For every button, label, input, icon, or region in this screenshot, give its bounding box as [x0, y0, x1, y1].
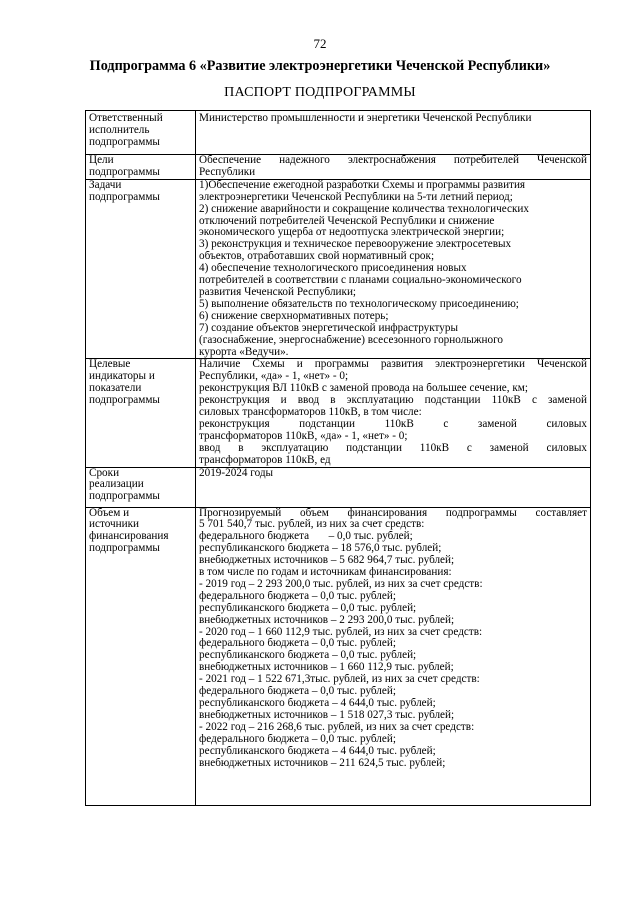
value-funding	[196, 507, 591, 805]
label-goals	[86, 155, 196, 180]
label-executor	[86, 111, 196, 155]
task-line: (газоснабжение, энергоснабжение) всесезонного горнолыжного	[199, 334, 504, 346]
indicator-line: Наличие Схемы и программы развития электроэнергетики Чеченской	[199, 359, 587, 371]
label-line: подпрограммы	[89, 136, 160, 148]
task-line: экономического ущерба от недоотпуска электрической энергии;	[199, 227, 505, 239]
indicator-line: трансформаторов 110кВ, ед	[199, 454, 331, 466]
task-line: отключений потребителей Чеченской Республики и снижение	[199, 215, 495, 227]
funding-line: республиканского бюджета – 0,0 тыс. рублей;	[199, 650, 417, 662]
task-line: развития Чеченской Республики;	[199, 286, 357, 298]
label-line: Целевые	[89, 359, 131, 371]
label-line: Задачи	[89, 179, 122, 191]
task-line: 1)Обеспечение ежегодной разработки Схемы и программы развития	[199, 179, 526, 191]
funding-line: внебюджетных источников – 211 624,5 тыс. рублей;	[199, 757, 446, 769]
label-funding	[86, 507, 196, 805]
label-line: подпрограммы	[89, 191, 160, 203]
row-terms	[86, 467, 591, 507]
row-executor	[86, 111, 591, 155]
indicator-line: реконструкция подстанции 110кВ с заменой силовых	[199, 418, 587, 430]
label-line: Сроки	[89, 467, 120, 479]
task-line: 2) снижение аварийности и сокращение количества технологических	[199, 203, 529, 215]
row-tasks	[86, 179, 591, 359]
label-line: Цели	[89, 155, 114, 166]
funding-line: - 2022 год – 216 268,6 тыс. рублей, из них за счет средств:	[199, 721, 475, 733]
funding-line: федерального бюджета – 0,0 тыс. рублей;	[199, 531, 413, 543]
funding-line: внебюджетных источников – 1 518 027,3 тыс. рублей;	[199, 709, 455, 721]
passport-heading: ПАСПОРТ ПОДПРОГРАММЫ	[224, 85, 416, 100]
value-executor	[196, 111, 591, 155]
row-goals	[86, 155, 591, 180]
label-line: реализации	[89, 479, 144, 491]
value-line: Республики	[199, 166, 256, 178]
value-indicators	[196, 359, 591, 467]
funding-line: республиканского бюджета – 0,0 тыс. рублей;	[199, 602, 417, 614]
passport-table	[85, 110, 591, 806]
label-line: подпрограммы	[89, 543, 160, 555]
value-line: Обеспечение надежного электроснабжения потребителей Чеченской	[199, 155, 587, 166]
page-number: 72	[313, 36, 327, 51]
funding-line: федерального бюджета – 0,0 тыс. рублей;	[199, 733, 396, 745]
indicator-line: трансформаторов 110кВ, «да» - 1, «нет» - 0;	[199, 430, 408, 442]
indicator-line: реконструкция ВЛ 110кВ с заменой провода на большее сечение, км;	[199, 383, 528, 395]
task-line: 5) выполнение обязательств по технологическому присоединению;	[199, 298, 519, 310]
funding-line: 5 701 540,7 тыс. рублей, из них за счет средств:	[199, 519, 425, 531]
label-indicators	[86, 359, 196, 467]
funding-line: в том числе по годам и источникам финансирования:	[199, 567, 452, 579]
funding-line: внебюджетных источников – 1 660 112,9 тыс. рублей;	[199, 662, 454, 674]
label-line: исполнитель	[89, 124, 150, 136]
funding-line: Прогнозируемый объем финансирования подпрограммы составляет	[199, 507, 587, 519]
subprogram-title: Подпрограмма 6 «Развитие электроэнергетики Чеченской Республики»	[89, 58, 551, 74]
task-line: электроэнергетики Чеченской Республики на 5-ти летний период;	[199, 191, 513, 203]
funding-line: федерального бюджета – 0,0 тыс. рублей;	[199, 638, 396, 650]
task-line: потребителей в соответствии с планами социально-экономического	[199, 275, 522, 287]
funding-line: федерального бюджета – 0,0 тыс. рублей;	[199, 590, 396, 602]
indicator-line: силовых трансформаторов 110кВ, в том числе:	[199, 407, 422, 418]
row-funding	[86, 507, 591, 805]
task-line: 3) реконструкция и техническое перевооружение электросетевых	[199, 239, 512, 251]
value-goals	[196, 155, 591, 180]
funding-line: республиканского бюджета – 4 644,0 тыс. рублей;	[199, 745, 436, 757]
label-terms	[86, 467, 196, 507]
funding-line: республиканского бюджета – 18 576,0 тыс. рублей;	[199, 543, 442, 555]
indicator-line: реконструкция и ввод в эксплуатацию подстанции 110кВ с заменой	[199, 395, 587, 407]
task-line: 7) создание объектов энергетической инфраструктуры	[199, 322, 459, 334]
indicator-line: ввод в эксплуатацию подстанции 110кВ с заменой силовых	[199, 442, 587, 454]
indicator-line: Республики, «да» - 1, «нет» - 0;	[199, 371, 349, 383]
label-line: подпрограммы	[89, 491, 160, 503]
label-line: источники	[89, 519, 140, 531]
label-line: подпрограммы	[89, 166, 160, 178]
label-line: подпрограммы	[89, 395, 160, 407]
funding-line: - 2021 год – 1 522 671,3тыс. рублей, из них за счет средств:	[199, 674, 480, 686]
funding-line: республиканского бюджета – 4 644,0 тыс. рублей;	[199, 697, 436, 709]
funding-line: внебюджетных источников – 2 293 200,0 тыс. рублей;	[199, 614, 455, 626]
label-line: Объем и	[89, 507, 130, 519]
label-line: показатели	[89, 383, 142, 395]
terms-line: 2019-2024 годы	[199, 467, 274, 479]
funding-line: - 2020 год – 1 660 112,9 тыс. рублей, из них за счет средств:	[199, 626, 483, 638]
value-terms	[196, 467, 591, 507]
row-indicators	[86, 359, 591, 467]
label-line: индикаторы и	[89, 371, 155, 383]
funding-line: федерального бюджета – 0,0 тыс. рублей;	[199, 686, 396, 698]
value-line: Министерство промышленности и энергетики Чеченской Республики	[199, 113, 532, 124]
task-line: 4) обеспечение технологического присоединения новых	[199, 263, 467, 275]
label-line: Ответственный	[89, 113, 163, 124]
task-line: курорта «Ведучи».	[199, 346, 289, 358]
funding-line: внебюджетных источников – 5 682 964,7 тыс. рублей;	[199, 555, 455, 567]
task-line: объектов, отработавших свой нормативный срок;	[199, 251, 435, 263]
task-line: 6) снижение сверхнормативных потерь;	[199, 310, 389, 322]
value-tasks	[196, 179, 591, 359]
label-tasks	[86, 179, 196, 359]
label-line: финансирования	[89, 531, 169, 543]
funding-line: - 2019 год – 2 293 200,0 тыс. рублей, из них за счет средств:	[199, 578, 483, 590]
